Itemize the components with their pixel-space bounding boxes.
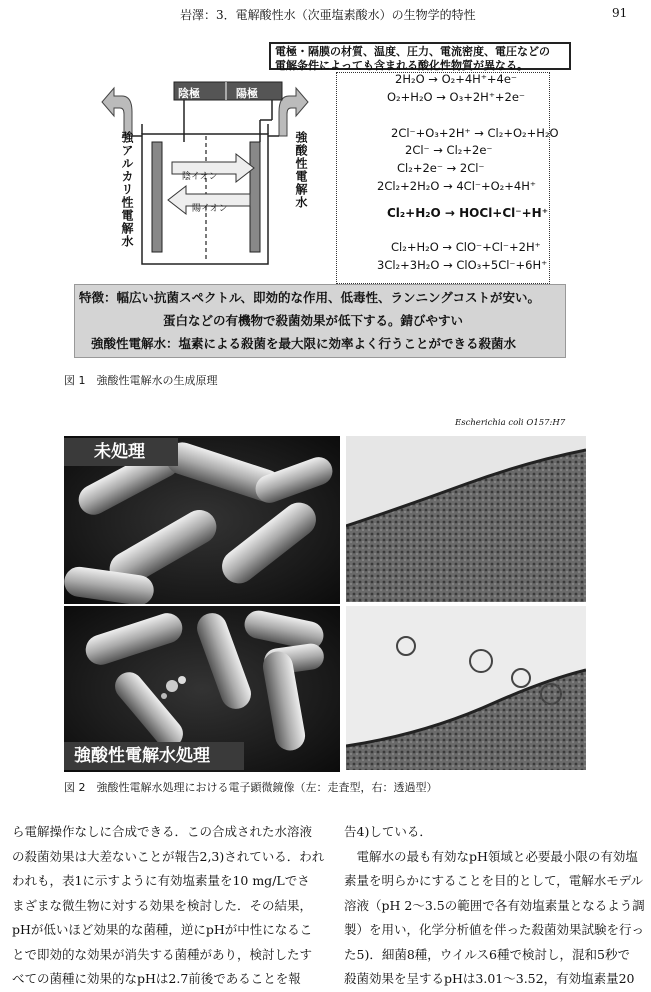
equation: Cl₂+H₂O → ClO⁻+Cl⁻+2H⁺ [391,240,541,254]
cathode-label: 陰極 [178,87,200,100]
text-line: われも，表1に示すように有効塩素量を10 mg/Lでさ [12,873,310,888]
running-header [0,6,651,24]
text-line: べての菌種に効果的なpHは2.7前後であることを報 [12,971,301,986]
figure-1-caption: 図 1 強酸性電解水の生成原理 [64,374,218,387]
tem-treated-image [346,606,586,770]
cation-label: 陽イオン [192,204,228,214]
text-line: ら電解操作なしに合成できる．この合成された水溶液 [12,824,313,839]
figure-2-caption: 図 2 強酸性電解水処理における電子顕微鏡像（左：走査型，右：透過型） [64,781,438,794]
alkaline-outflow-arrow [102,88,132,136]
untreated-label: 未処理 [64,438,178,466]
acidic-outflow-arrow [279,88,308,136]
features-box [74,284,566,358]
equation: 3Cl₂+3H₂O → ClO₃+5Cl⁻+6H⁺ [377,258,548,272]
text-line: pHが低いほど効果的な菌種，逆にpHが中性になるこ [12,922,313,937]
note-line: 電極・隔膜の材質、温度、圧力、電流密度、電圧などの [275,45,550,58]
equation: 2Cl₂+2H₂O → 4Cl⁻+O₂+4H⁺ [377,179,536,193]
page-number: 91 [612,6,628,20]
text-line: 素量を明らかにすることを目的として，電解水モデル [344,873,644,888]
text-line: の殺菌効果は大差ないことが報告2,3)されている．われ [12,848,325,864]
equation: O₂+H₂O → O₃+2H⁺+2e⁻ [387,90,525,104]
anion-label: 陰イオン [182,172,218,182]
equation-main: Cl₂+H₂O → HOCl+Cl⁻+H⁺ [387,206,549,220]
anode-label: 陽極 [236,87,258,100]
species-label: Escherichia coli O157:H7 [455,418,566,428]
equation: 2Cl⁻+O₃+2H⁺ → Cl₂+O₂+H₂O [391,126,559,140]
feature-line: 蛋白などの有機物で殺菌効果が低下する。錆びやすい [163,313,464,328]
text-line: とで即効的な効果が消失する菌種があり，検討したす [12,946,313,962]
tem-untreated-image [346,436,586,602]
note-line: 電解条件によっても含まれる酸化性物質が異なる。 [275,59,528,72]
text-line: た5)．細菌8種，ウイルス6種で検討し，混和5秒で [344,946,630,962]
text-line: 製）を用い，化学分析値を伴った殺菌効果試験を行っ [344,922,645,937]
feature-line: 強酸性電解水：塩素による殺菌を最大限に効率よく行うことができる殺菌水 [91,336,517,351]
equation: 2H₂O → O₂+4H⁺+4e⁻ [395,72,518,86]
reaction-equations [336,72,559,284]
cathode-plate [152,142,162,252]
text-line: 電解水の最も有効なpH領域と必要最小限の有効塩 [344,848,638,864]
treated-label: 強酸性電解水処理 [64,742,244,770]
body-right-column [344,820,645,992]
figure-1 [74,36,574,366]
text-line: 殺菌効果を呈するpHは3.01～3.52，有効塩素量20 [344,971,635,986]
body-left-column [12,820,324,992]
text-line: まざまな微生物に対する効果を検討した．その結果， [12,897,313,913]
anode-plate [250,142,260,252]
equation: 2Cl⁻ → Cl₂+2e⁻ [405,143,493,157]
conditions-note [269,42,571,70]
running-title: 岩澤：3．電解酸性水（次亜塩素酸水）の生物学的特性 [180,8,476,22]
acidic-water-label: 強酸性電解水 [294,131,308,209]
equation: Cl₂+2e⁻ → 2Cl⁻ [397,161,485,175]
feature-line: 特徴：幅広い抗菌スペクトル、即効的な作用、低毒性、ランニングコストが安い。 [79,290,541,305]
text-line: 溶液（pH 2～3.5の範囲で各有効塩素量となるよう調 [344,897,645,913]
alkaline-water-label: 強アルカリ性電解水 [120,131,134,248]
text-line: 告4)している． [344,824,432,839]
